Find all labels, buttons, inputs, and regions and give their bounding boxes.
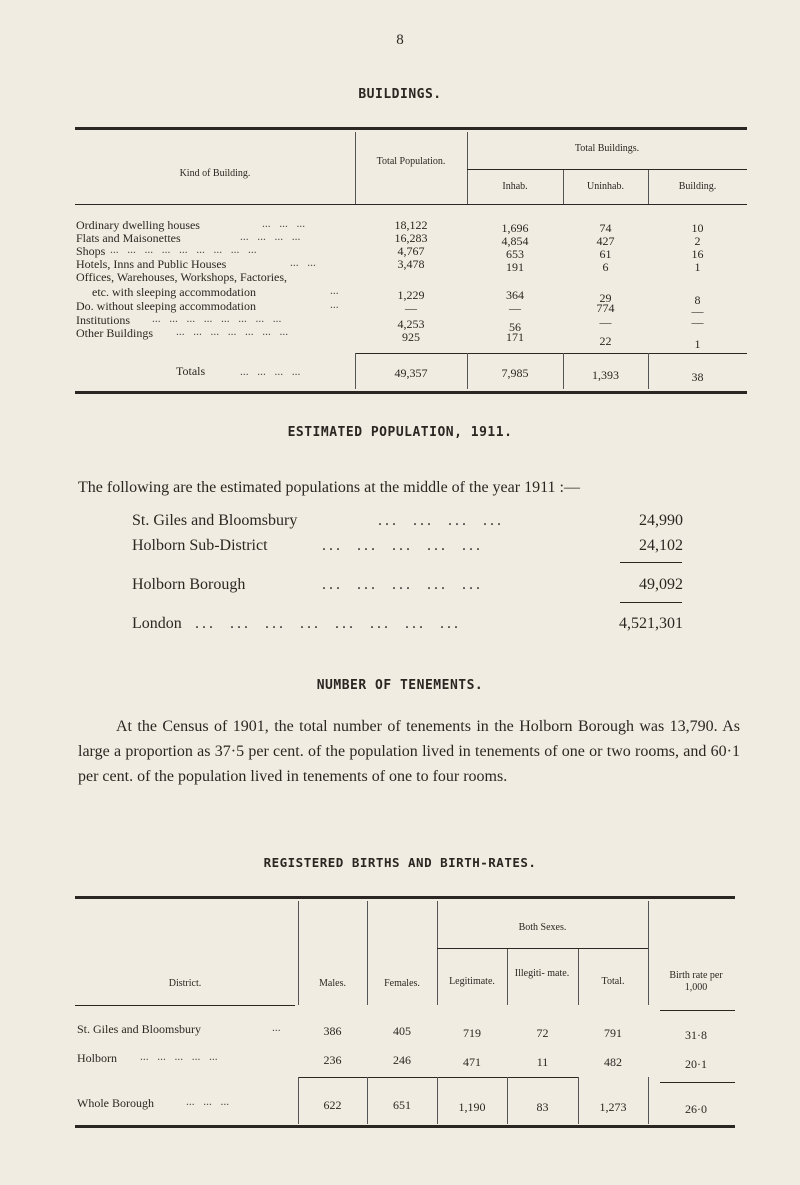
leader-dots: ... ... ... ... ... ... ... ...	[152, 313, 282, 325]
leader-dots: ... ... ...	[262, 218, 306, 230]
header-total-buildings: Total Buildings.	[574, 143, 640, 154]
header-legitimate: Legitimate.	[449, 976, 495, 987]
header-bottom-rule	[75, 204, 747, 205]
row-inhab: 364	[506, 288, 524, 302]
row-district: Holborn	[77, 1051, 117, 1065]
row-uninhab: 74	[599, 221, 612, 235]
list-item-value: 4,521,301	[619, 615, 683, 632]
row-inhab: 653	[506, 247, 524, 261]
col-divider	[507, 949, 508, 1005]
row-illegitimate: 11	[536, 1055, 549, 1069]
header-district: District.	[168, 978, 202, 989]
header-bottom-rule	[660, 1010, 735, 1011]
totals-building: 38	[691, 370, 704, 384]
table-bottom-rule	[75, 1125, 735, 1128]
row-building: 10	[691, 221, 704, 235]
row-kind: Shops	[76, 244, 106, 258]
header-kind: Kind of Building.	[179, 168, 251, 179]
leader-dots: ... ... ... ... ... ... ... ...	[195, 615, 461, 632]
leader-dots: ... ... ... ... ...	[140, 1051, 218, 1063]
header-total: Total.	[601, 976, 625, 987]
col-divider	[648, 1077, 649, 1124]
header-illegitimate: Illegiti- mate.	[514, 968, 570, 979]
row-kind: Hotels, Inns and Public Houses	[76, 257, 227, 271]
leader-dots: ...	[330, 299, 339, 311]
row-building: 1	[694, 260, 701, 274]
row-kind: etc. with sleeping accommodation	[92, 285, 256, 299]
leader-dots: ... ... ... ... ... ... ...	[176, 326, 289, 338]
buildings-title: BUILDINGS.	[358, 87, 442, 102]
tenements-title: NUMBER OF TENEMENTS.	[316, 678, 484, 693]
whole-rule	[298, 1077, 578, 1078]
totals-inhab: 7,985	[501, 366, 529, 380]
row-building: 8	[694, 293, 701, 307]
leader-dots: ...	[272, 1022, 281, 1034]
whole-rule	[660, 1082, 735, 1083]
header-building: Building.	[678, 181, 717, 192]
row-uninhab: 6	[602, 260, 609, 274]
list-item-value: 24,102	[639, 537, 683, 554]
tenements-text: At the Census of 1901, the total number of tenements in the Holborn Borough was 13,790. As large a proportion as 37·5 per cent. of the population lived in tenements of one or two rooms, and 60·1 per cent. of the population lived in tenements of one to four rooms.	[78, 718, 740, 785]
row-legitimate: 471	[463, 1055, 481, 1069]
row-building: 1	[694, 337, 701, 351]
leader-dots: ... ...	[290, 257, 316, 269]
whole-males: 622	[323, 1098, 342, 1112]
table-top-rule	[75, 896, 735, 899]
row-total: 791	[604, 1026, 622, 1040]
row-population: 18,122	[394, 218, 428, 232]
leader-dots: ... ... ... ... ...	[322, 576, 483, 593]
col-divider	[648, 901, 649, 1005]
row-illegitimate: 72	[536, 1026, 549, 1040]
row-males: 236	[323, 1053, 342, 1067]
list-item-label: Holborn Borough	[132, 576, 246, 593]
col-divider	[355, 132, 356, 204]
list-item-value: 24,990	[639, 512, 683, 529]
leader-dots: ... ... ... ...	[240, 366, 301, 378]
row-kind: Institutions	[76, 313, 131, 327]
row-uninhab: —	[599, 315, 612, 329]
sum-rule	[620, 602, 682, 603]
row-population: —	[405, 301, 417, 315]
row-population: 925	[402, 330, 420, 344]
row-uninhab: 61	[599, 247, 612, 261]
row-inhab: 191	[506, 260, 524, 274]
totals-population: 49,357	[394, 366, 428, 380]
header-females: Females.	[384, 978, 420, 989]
row-kind: Do. without sleeping accommodation	[76, 299, 256, 313]
row-inhab: 56	[509, 320, 521, 334]
header-males: Males.	[319, 978, 346, 989]
row-population: 16,283	[394, 231, 428, 245]
row-district: St. Giles and Bloomsbury	[77, 1022, 202, 1036]
row-inhab: 171	[506, 330, 524, 344]
list-item-label: London	[132, 615, 182, 632]
whole-total: 1,273	[599, 1100, 627, 1114]
whole-females: 651	[393, 1098, 411, 1112]
leader-dots: ...	[330, 285, 339, 297]
estimated-intro: The following are the estimated populations at the middle of the year 1911 :—	[78, 479, 580, 496]
header-inhab: Inhab.	[502, 181, 528, 192]
whole-district: Whole Borough	[77, 1096, 154, 1110]
whole-illegitimate: 83	[536, 1100, 549, 1114]
row-total: 482	[604, 1055, 622, 1069]
row-inhab: —	[509, 301, 521, 315]
row-males: 386	[323, 1024, 342, 1038]
page-number: 8	[396, 32, 404, 48]
header-population: Total Population.	[376, 156, 446, 167]
row-population: 4,767	[397, 244, 425, 258]
subheader-rule	[437, 948, 648, 949]
whole-legitimate: 1,190	[458, 1100, 486, 1114]
table-bottom-rule	[75, 391, 747, 394]
row-uninhab: 29	[599, 291, 612, 305]
births-title: REGISTERED BIRTHS AND BIRTH-RATES.	[263, 855, 537, 870]
leader-dots: ... ... ...	[186, 1096, 230, 1108]
leader-dots: ... ... ... ... ... ... ... ... ...	[110, 244, 257, 256]
leader-dots: ... ... ... ...	[240, 231, 301, 243]
row-population: 4,253	[397, 317, 425, 331]
table-top-rule	[75, 127, 747, 130]
row-females: 405	[393, 1024, 411, 1038]
whole-birth-rate: 26·0	[685, 1102, 707, 1116]
list-item-label: Holborn Sub-District	[132, 537, 268, 554]
row-building: —	[691, 315, 704, 329]
header-bottom-rule	[75, 1005, 295, 1006]
header-uninhab: Uninhab.	[587, 181, 624, 192]
row-population: 1,229	[397, 288, 425, 302]
row-inhab: 4,854	[501, 234, 529, 248]
row-kind: Offices, Warehouses, Workshops, Factories,	[76, 270, 288, 284]
row-kind: Flats and Maisonettes	[76, 231, 181, 245]
row-population: 3,478	[397, 257, 425, 271]
row-building: 16	[691, 247, 704, 261]
row-legitimate: 719	[463, 1026, 481, 1040]
sum-rule	[620, 562, 682, 563]
subheader-rule	[467, 169, 747, 170]
row-birth-rate: 31·8	[685, 1028, 707, 1042]
header-birth-rate: Birth rate per 1,000	[669, 970, 723, 993]
row-uninhab: 774	[596, 301, 615, 315]
row-birth-rate: 20·1	[685, 1057, 707, 1071]
row-building: —	[691, 304, 704, 318]
header-both-sexes: Both Sexes.	[518, 922, 567, 933]
row-uninhab: 427	[596, 234, 615, 248]
row-inhab: 1,696	[501, 221, 529, 235]
row-kind: Other Buildings	[76, 326, 153, 340]
totals-rule	[355, 353, 747, 354]
row-uninhab: 22	[599, 334, 612, 348]
row-building: 2	[694, 234, 701, 248]
leader-dots: ... ... ... ... ...	[322, 537, 483, 554]
list-item-label: St. Giles and Bloomsbury	[132, 512, 298, 529]
row-females: 246	[393, 1053, 411, 1067]
estimated-title: ESTIMATED POPULATION, 1911.	[287, 425, 513, 440]
totals-uninhab: 1,393	[592, 368, 619, 382]
leader-dots: ... ... ... ...	[378, 512, 504, 529]
col-divider	[437, 901, 438, 1005]
col-divider	[355, 353, 356, 389]
list-item-value: 49,092	[639, 576, 683, 593]
totals-label: Totals	[176, 364, 206, 378]
row-kind: Ordinary dwelling houses	[76, 218, 200, 232]
